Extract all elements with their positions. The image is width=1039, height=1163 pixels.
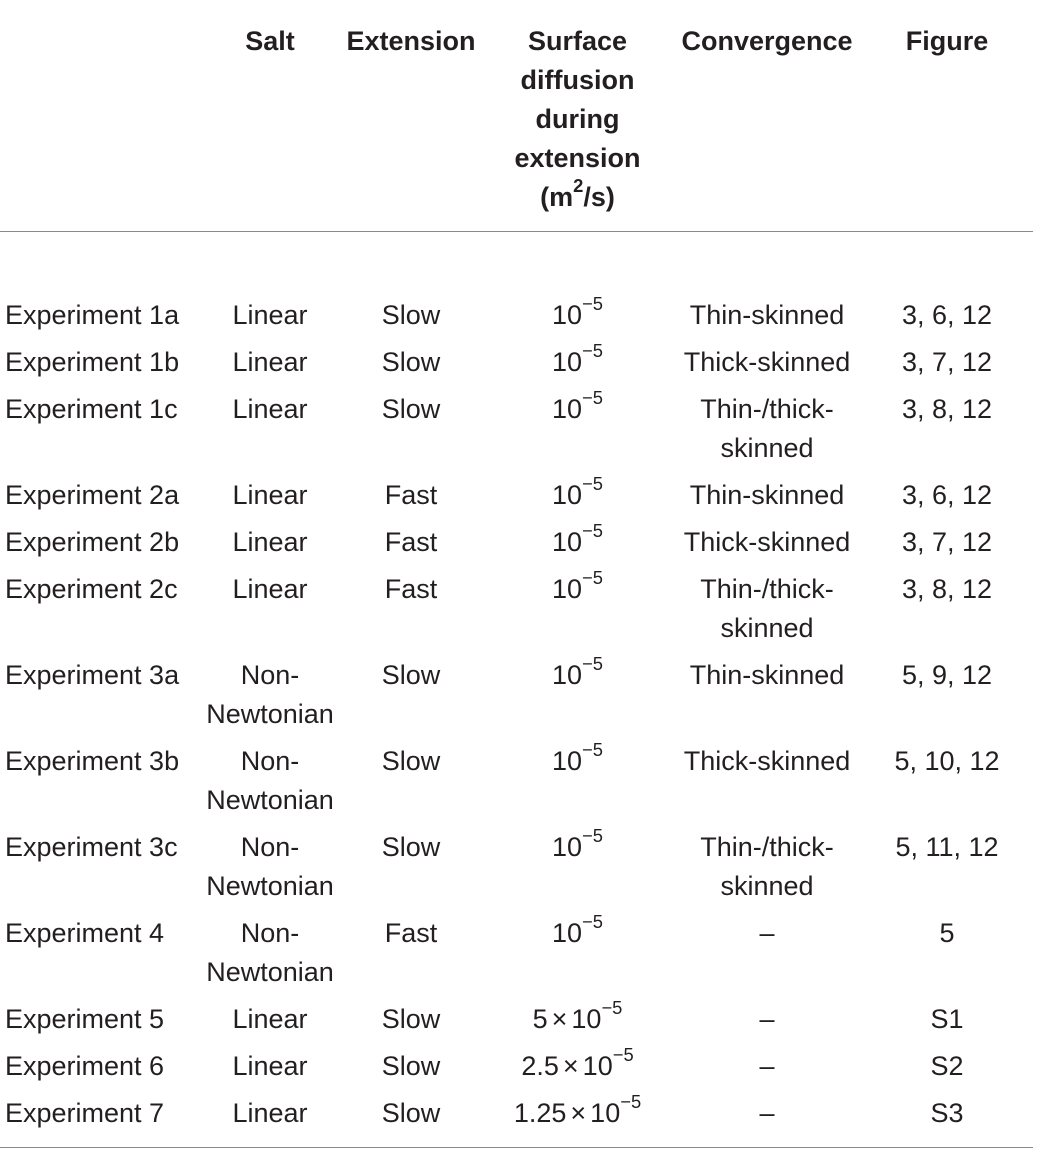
surface-diffusion-cell (482, 825, 673, 914)
extension-cell: Slow (381, 832, 441, 862)
diffusion-base: 10 (552, 480, 583, 510)
salt-cell: Non-Newtonian (206, 918, 334, 987)
extension-cell: Fast (384, 574, 438, 604)
times-symbol: × (562, 1051, 579, 1081)
extension-cell: Fast (384, 918, 438, 948)
table-row (0, 828, 1033, 914)
salt-cell: Non-Newtonian (206, 660, 334, 729)
figure-cell: 5, 10, 12 (894, 746, 1000, 776)
header-figure: Figure (861, 0, 1033, 232)
table-row (0, 232, 1033, 344)
salt-cell: Non-Newtonian (206, 832, 334, 901)
experiment-name: Experiment 5 (5, 1004, 165, 1034)
experiment-name: Experiment 2c (5, 574, 178, 604)
table-row (0, 1000, 1033, 1047)
header-label (0, 0, 200, 232)
convergence-cell: Thin-/thick-skinned (700, 832, 834, 901)
surface-diffusion-cell (482, 1044, 673, 1094)
table-row (0, 570, 1033, 656)
header-surface-diffusion-exponent: 2 (573, 175, 584, 197)
extension-cell: Slow (381, 347, 441, 377)
figure-cell: 3, 6, 12 (901, 300, 993, 330)
diffusion-base: 10 (552, 746, 583, 776)
convergence-cell: Thin-/thick-skinned (700, 394, 834, 463)
figure-cell: 3, 8, 12 (901, 574, 993, 604)
surface-diffusion-cell (482, 340, 673, 390)
header-surface-diffusion (482, 0, 673, 232)
times-symbol: × (551, 1004, 568, 1034)
experiment-name: Experiment 7 (0, 1094, 200, 1148)
extension-cell: Fast (384, 480, 438, 510)
figure-cell: 3, 6, 12 (901, 480, 993, 510)
salt-cell: Linear (232, 394, 308, 424)
diffusion-coefficient: 2.5 (521, 1051, 559, 1081)
extension-cell: Slow (381, 1051, 441, 1081)
diffusion-base: 10 (552, 660, 583, 690)
figure-cell: 3, 8, 12 (901, 394, 993, 424)
table-row (0, 742, 1033, 828)
salt-cell: Linear (232, 574, 308, 604)
header-surface-diffusion-text: Surface diffusion during extension (m (514, 26, 641, 212)
convergence-cell: – (673, 1094, 861, 1148)
diffusion-exponent: −5 (601, 997, 623, 1019)
diffusion-exponent: −5 (582, 387, 603, 409)
diffusion-exponent: −5 (620, 1091, 642, 1113)
experiment-name: Experiment 3c (5, 832, 178, 862)
diffusion-base: 10 (571, 1004, 602, 1034)
diffusion-base: 10 (552, 347, 583, 377)
header-convergence: Convergence (673, 0, 861, 232)
surface-diffusion-cell (482, 232, 673, 344)
surface-diffusion-cell (482, 911, 673, 1000)
diffusion-exponent: −5 (582, 911, 603, 933)
table-row (0, 476, 1033, 523)
diffusion-exponent: −5 (582, 567, 603, 589)
extension-cell: Slow (381, 746, 441, 776)
surface-diffusion-cell (482, 1091, 673, 1148)
convergence-cell: Thick-skinned (683, 347, 851, 377)
diffusion-exponent: −5 (582, 293, 603, 315)
diffusion-exponent: −5 (582, 473, 603, 495)
table-row (0, 390, 1033, 476)
table-row (0, 343, 1033, 390)
header-extension: Extension (340, 0, 482, 232)
convergence-cell: Thin-skinned (689, 480, 845, 510)
figure-cell: 5 (939, 918, 955, 948)
surface-diffusion-cell (482, 473, 673, 523)
experiment-name: Experiment 4 (5, 918, 165, 948)
figure-cell: 5, 11, 12 (895, 832, 999, 862)
extension-cell: Slow (340, 1094, 482, 1148)
diffusion-base: 10 (552, 918, 583, 948)
extension-cell: Slow (381, 300, 441, 330)
extension-cell: Slow (381, 660, 441, 690)
convergence-cell: – (759, 1004, 775, 1034)
table-row (0, 914, 1033, 1000)
table-row (0, 1094, 1033, 1148)
surface-diffusion-cell (482, 387, 673, 476)
surface-diffusion-cell (482, 520, 673, 570)
surface-diffusion-cell (482, 997, 673, 1047)
salt-cell: Linear (200, 1094, 340, 1148)
figure-cell: 3, 7, 12 (901, 527, 993, 557)
header-row (0, 0, 1033, 232)
experiment-name: Experiment 3a (5, 660, 180, 690)
times-symbol: × (570, 1098, 587, 1128)
figure-cell: S1 (930, 1004, 964, 1034)
experiment-name: Experiment 2b (5, 527, 180, 557)
experiment-name: Experiment 2a (5, 480, 180, 510)
salt-cell: Linear (232, 300, 308, 330)
convergence-cell: – (759, 918, 775, 948)
extension-cell: Slow (381, 394, 441, 424)
table-row (0, 656, 1033, 742)
extension-cell: Slow (381, 1004, 441, 1034)
salt-cell: Linear (232, 1004, 308, 1034)
figure-cell: 3, 7, 12 (901, 347, 993, 377)
convergence-cell: Thin-skinned (689, 660, 845, 690)
convergence-cell: Thin-/thick-skinned (700, 574, 834, 643)
figure-cell: S2 (930, 1051, 964, 1081)
salt-cell: Linear (232, 480, 308, 510)
diffusion-coefficient: 5 (532, 1004, 548, 1034)
diffusion-base: 10 (552, 832, 583, 862)
diffusion-base: 10 (552, 574, 583, 604)
diffusion-exponent: −5 (582, 340, 603, 362)
header-salt: Salt (200, 0, 340, 232)
experiment-name: Experiment 3b (5, 746, 180, 776)
diffusion-base: 10 (552, 300, 583, 330)
salt-cell: Linear (232, 527, 308, 557)
table-row (0, 1047, 1033, 1094)
surface-diffusion-cell (482, 567, 673, 656)
diffusion-coefficient: 1.25 (513, 1098, 567, 1128)
diffusion-exponent: −5 (582, 653, 603, 675)
diffusion-base: 10 (590, 1098, 621, 1128)
salt-cell: Non-Newtonian (206, 746, 334, 815)
extension-cell: Fast (384, 527, 438, 557)
table-body (0, 232, 1033, 1148)
diffusion-exponent: −5 (612, 1044, 634, 1066)
experiment-name: Experiment 1c (5, 394, 178, 424)
figure-cell: S3 (861, 1094, 1033, 1148)
figure-cell: 5, 9, 12 (901, 660, 993, 690)
salt-cell: Linear (232, 347, 308, 377)
experiment-name: Experiment 1b (5, 347, 180, 377)
experiment-name: Experiment 6 (5, 1051, 165, 1081)
diffusion-exponent: −5 (582, 520, 603, 542)
diffusion-base: 10 (552, 394, 583, 424)
salt-cell: Linear (232, 1051, 308, 1081)
convergence-cell: – (759, 1051, 775, 1081)
diffusion-exponent: −5 (582, 825, 603, 847)
surface-diffusion-cell (482, 739, 673, 828)
convergence-cell: Thick-skinned (683, 527, 851, 557)
diffusion-base: 10 (582, 1051, 613, 1081)
header-surface-diffusion-unit-tail: /s) (583, 182, 615, 212)
diffusion-base: 10 (552, 527, 583, 557)
surface-diffusion-cell (482, 653, 673, 742)
table-row (0, 523, 1033, 570)
convergence-cell: Thick-skinned (683, 746, 851, 776)
diffusion-exponent: −5 (582, 739, 603, 761)
experiment-name: Experiment 1a (5, 300, 180, 330)
convergence-cell: Thin-skinned (689, 300, 845, 330)
